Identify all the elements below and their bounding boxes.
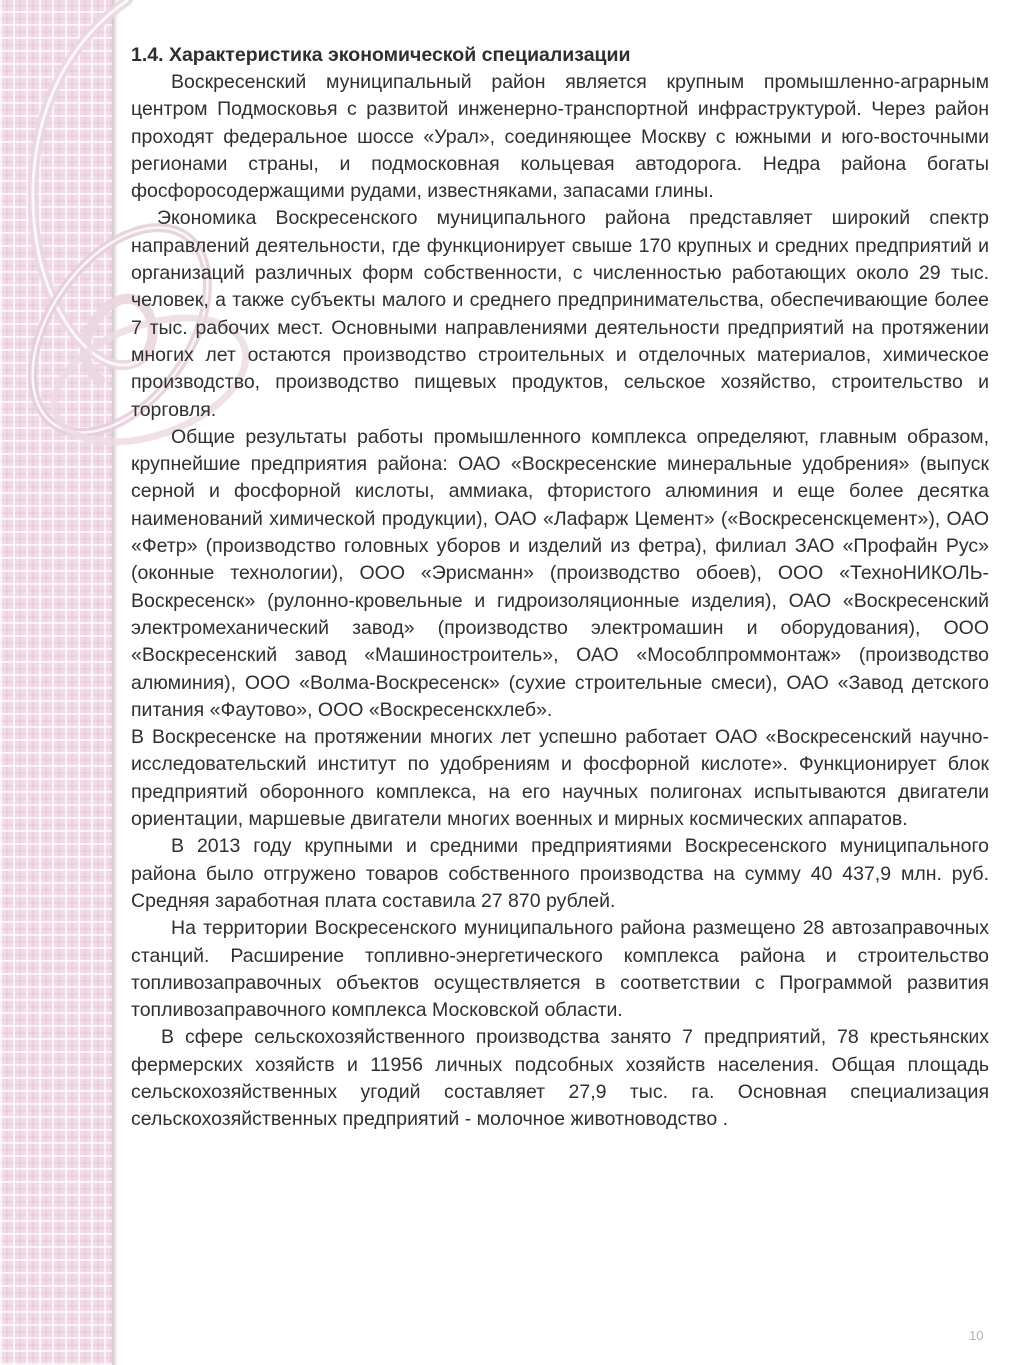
- side-panel-shadow: [112, 0, 118, 1365]
- decorative-side-panel: [0, 0, 112, 1365]
- document-body: [131, 42, 989, 1134]
- paragraph-agriculture: В сфере сельскохозяйственного производства занято 7 предприятий, 78 крестьянских фермерских хозяйств и 11956 личных подсобных хозяйств населения. Общая площадь сельскохозяйственных угодий составляет 27,9 тыс. га. Основная специализация сельскохозяйственных предприятий - молочное животноводство .: [131, 1026, 989, 1131]
- paragraph-industry: Общие результаты работы промышленного комплекса определяют, главным образом, крупнейшие предприятия района: ОАО «Воскресенские минеральные удобрения» (выпуск серной и фосфорной кислоты, аммиака, фтористого алюминия и еще более десятка наименований химической продукции), ОАО «Лафарж Цемент» («Воскресенскцемент»), ОАО «Фетр» (производство головных уборов и изделий из фетра), филиал ЗАО «Профайн Рус» (оконные технологии), ООО «Эрисманн» (производство обоев), ООО «ТехноНИКОЛЬ-Воскресенск» (рулонно-кровельные и гидроизоляционные изделия), ОАО «Воскресенский электромеханический завод» (производство электромашин и оборудования), ООО «Воскресенский завод «Машиностроитель», ОАО «Мособлпроммонтаж» (производство алюминия), ООО «Волма-Воскресенск» (сухие строительные смеси), ОАО «Завод детского питания «Фаутово», ООО «Воскресенскхлеб».: [131, 425, 989, 721]
- paragraph-overview: Воскресенский муниципальный район является крупным промышленно-аграрным центром Подмосковья с развитой инженерно-транспортной инфраструктурой. Через район проходят федеральное шоссе «Урал», соединяющее Москву с южными и юго-восточными регионами страны, и подмосковная кольцевая автодорога. Недра района богаты фосфоросодержащими рудами, известняками, запасами глины.: [131, 71, 989, 203]
- paragraph-research: В Воскресенске на протяжении многих лет успешно работает ОАО «Воскресенский научно- исследовательский институт по удобрениям и фосфорной кислоте». Функционирует блок предприятий оборонного комплекса, на его научных полигонах испытываются двигатели ориентации, маршевые двигатели многих военных и мирных космических аппаратов.: [131, 726, 989, 831]
- paragraph-economy: Экономика Воскресенского муниципального района представляет широкий спектр направлений деятельности, где функционирует свыше 170 крупных и средних предприятий и организаций различных форм собственности, с численностью работающих около 29 тыс. человек, а также субъекты малого и среднего предпринимательства, обеспечивающие более 7 тыс. рабочих мест. Основными направлениями деятельности предприятий на протяжении многих лет остаются производство строительных и отделочных материалов, химическое производство, производство пищевых продуктов, сельское хозяйство, строительство и торговля.: [131, 207, 989, 421]
- page-number: 10: [969, 1328, 984, 1343]
- paragraph-fuel-stations: На территории Воскресенского муниципального района размещено 28 автозаправочных станций. Расширение топливно-энергетического комплекса района и строительство топливозаправочных объектов осуществляется в соответствии с Программой развития топливозаправочного комплекса Московской области.: [131, 917, 989, 1022]
- paragraph-output-2013: В 2013 году крупными и средними предприятиями Воскресенского муниципального района было отгружено товаров собственного производства на сумму 40 437,9 млн. руб. Средняя заработная плата составила 27 870 рублей.: [131, 835, 989, 912]
- section-heading: 1.4. Характеристика экономической специализации: [131, 44, 631, 66]
